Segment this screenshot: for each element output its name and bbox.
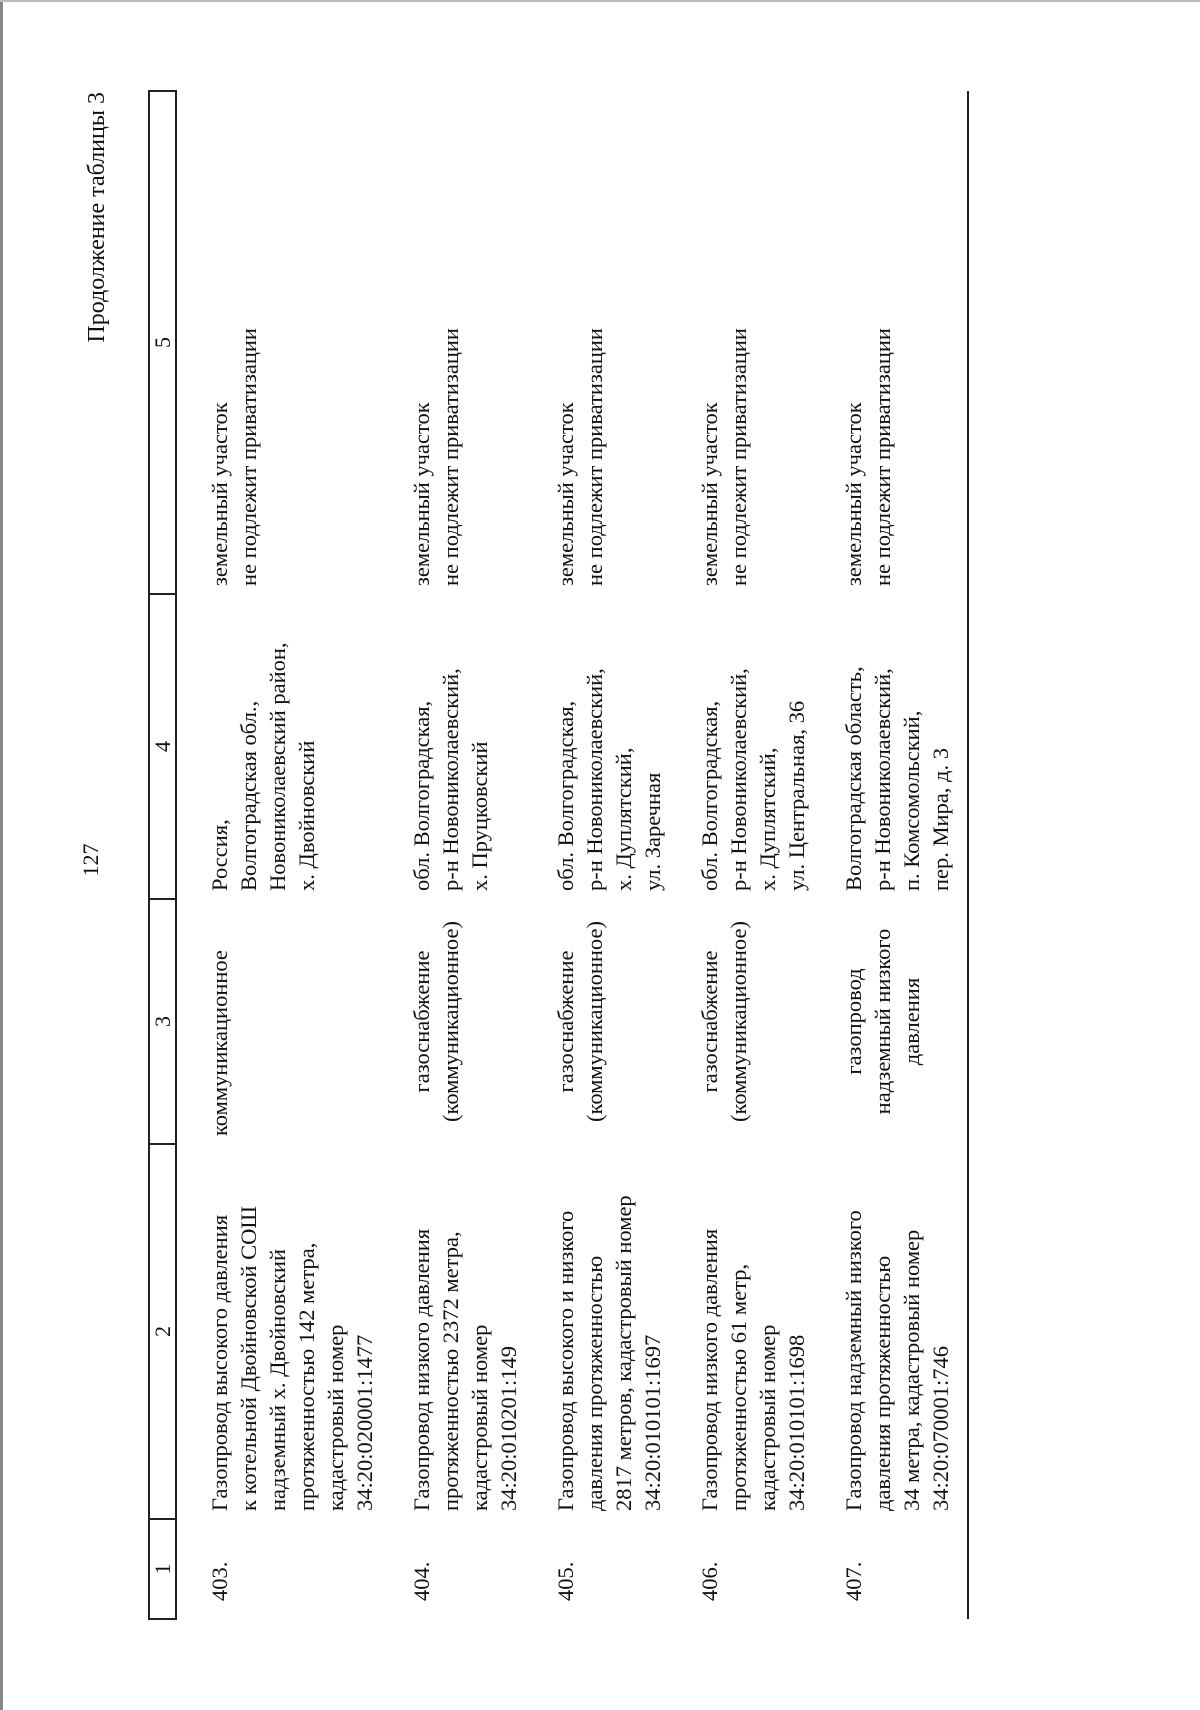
object-type-line: давления	[899, 977, 924, 1066]
object-type-line: коммуникационное	[207, 950, 232, 1136]
object-name-line: протяженностью 142 метра,	[294, 1242, 319, 1511]
note-line: не подлежит приватизации	[438, 328, 463, 586]
table-caption: Продолжение таблицы 3	[84, 92, 110, 343]
object-name-line: протяженностью 2372 метра,	[438, 1231, 463, 1511]
object-name-line: 34:20:020001:1477	[352, 1334, 377, 1511]
object-name-line: 34 метра, кадастровый номер	[899, 1229, 924, 1511]
object-name-line: Газопровод низкого давления	[409, 1228, 434, 1511]
table-row	[176, 91, 379, 1619]
page-edge	[0, 0, 3, 1710]
note-cell	[811, 91, 968, 594]
address-line: р-н Новониколаевский,	[726, 668, 751, 891]
note-cell	[523, 91, 667, 594]
object-name-line: 34:20:010101:1698	[784, 1334, 809, 1511]
header-row	[149, 91, 176, 1619]
object-name-line: Газопровод низкого давления	[697, 1228, 722, 1511]
object-name-cell	[379, 1144, 523, 1519]
object-type-cell	[811, 899, 968, 1144]
column-header: 1	[149, 1519, 176, 1619]
note-line: земельный участок	[553, 402, 578, 586]
object-name-cell	[667, 1144, 811, 1519]
object-name-line: давления протяженностью	[870, 1255, 895, 1511]
object-name-cell	[176, 1144, 379, 1519]
object-type-line: (коммуникационное)	[726, 921, 751, 1122]
column-header: 5	[149, 91, 176, 594]
address-line: Волгоградская область,	[841, 666, 866, 891]
property-table	[148, 90, 969, 1620]
address-line: п. Комсомольский,	[899, 710, 924, 891]
object-type-line: газоснабжение	[409, 950, 434, 1093]
row-number: 404.	[409, 1561, 434, 1601]
address-line: обл. Волгоградская,	[697, 700, 722, 891]
note-line: земельный участок	[409, 402, 434, 586]
object-type-line: газоснабжение	[697, 950, 722, 1093]
address-line: х. Пруцковский	[467, 741, 492, 891]
address-line: Россия,	[207, 819, 232, 891]
object-name-line: Газопровод высокого давления	[207, 1214, 232, 1511]
table-row	[523, 91, 667, 1619]
address-cell	[811, 594, 968, 899]
page-edge-top	[0, 0, 1200, 2]
note-line: не подлежит приватизации	[870, 328, 895, 586]
object-type-line: газопровод	[841, 968, 866, 1075]
address-cell	[379, 594, 523, 899]
object-name-line: давления протяженностью	[582, 1255, 607, 1511]
object-type-line: газоснабжение	[553, 950, 578, 1093]
table-row	[379, 91, 523, 1619]
note-line: не подлежит приватизации	[236, 328, 261, 586]
object-name-cell	[523, 1144, 667, 1519]
object-name-cell	[811, 1144, 968, 1519]
table-row	[811, 91, 968, 1619]
address-cell	[176, 594, 379, 899]
address-line: Волгоградская обл.,	[236, 700, 261, 891]
address-line: Новониколаевский район,	[265, 642, 290, 891]
address-cell	[523, 594, 667, 899]
note-line: земельный участок	[207, 402, 232, 586]
object-name-line: Газопровод высокого и низкого	[553, 1210, 578, 1511]
column-header: 3	[149, 899, 176, 1144]
address-cell	[667, 594, 811, 899]
row-number: 406.	[697, 1561, 722, 1601]
object-name-line: кадастровый номер	[755, 1324, 780, 1511]
address-line: р-н Новониколаевский,	[582, 668, 607, 891]
note-line: земельный участок	[841, 402, 866, 586]
object-type-line: (коммуникационное)	[582, 921, 607, 1122]
object-type-cell	[523, 899, 667, 1144]
row-number: 403.	[207, 1561, 232, 1601]
object-name-line: 34:20:010201:149	[496, 1345, 521, 1511]
address-line: ул. Центральная, 36	[784, 700, 809, 891]
note-cell	[667, 91, 811, 594]
address-line: пер. Мира, д. 3	[928, 747, 953, 891]
object-name-line: 34:20:010101:1697	[640, 1334, 665, 1511]
address-line: р-н Новониколаевский,	[438, 668, 463, 891]
object-name-line: Газопровод надземный низкого	[841, 1210, 866, 1511]
object-type-cell	[667, 899, 811, 1144]
address-line: обл. Волгоградская,	[553, 700, 578, 891]
object-type-line: (коммуникационное)	[438, 921, 463, 1122]
object-type-cell	[176, 899, 379, 1144]
address-line: х. Дуплятский,	[755, 747, 780, 891]
object-name-line: 34:20:070001:746	[928, 1345, 953, 1511]
column-header: 2	[149, 1144, 176, 1519]
row-number: 407.	[811, 1519, 968, 1619]
column-header: 4	[149, 594, 176, 899]
object-name-line: надземный х. Двойновский	[265, 1248, 290, 1511]
note-line: земельный участок	[697, 402, 722, 586]
table-row	[667, 91, 811, 1619]
note-line: не подлежит приватизации	[582, 328, 607, 586]
object-type-line: надземный низкого	[870, 928, 895, 1115]
note-cell	[176, 91, 379, 594]
address-line: ул. Заречная	[640, 772, 665, 891]
page-number: 127	[78, 843, 103, 877]
note-cell	[379, 91, 523, 594]
note-line: не подлежит приватизации	[726, 328, 751, 586]
object-name-line: кадастровый номер	[467, 1324, 492, 1511]
object-name-line: к котельной Двойновской СОШ	[236, 1205, 261, 1511]
object-name-line: 2817 метров, кадастровый номер	[611, 1195, 636, 1511]
rotated-page	[70, 60, 1150, 1660]
address-line: р-н Новониколаевский,	[870, 668, 895, 891]
object-type-cell	[379, 899, 523, 1144]
address-line: х. Дуплятский,	[611, 747, 636, 891]
address-line: х. Двойновский	[294, 740, 319, 891]
object-name-line: протяженностью 61 метр,	[726, 1263, 751, 1511]
object-name-line: кадастровый номер	[323, 1324, 348, 1511]
address-line: обл. Волгоградская,	[409, 700, 434, 891]
row-number: 405.	[553, 1561, 578, 1601]
